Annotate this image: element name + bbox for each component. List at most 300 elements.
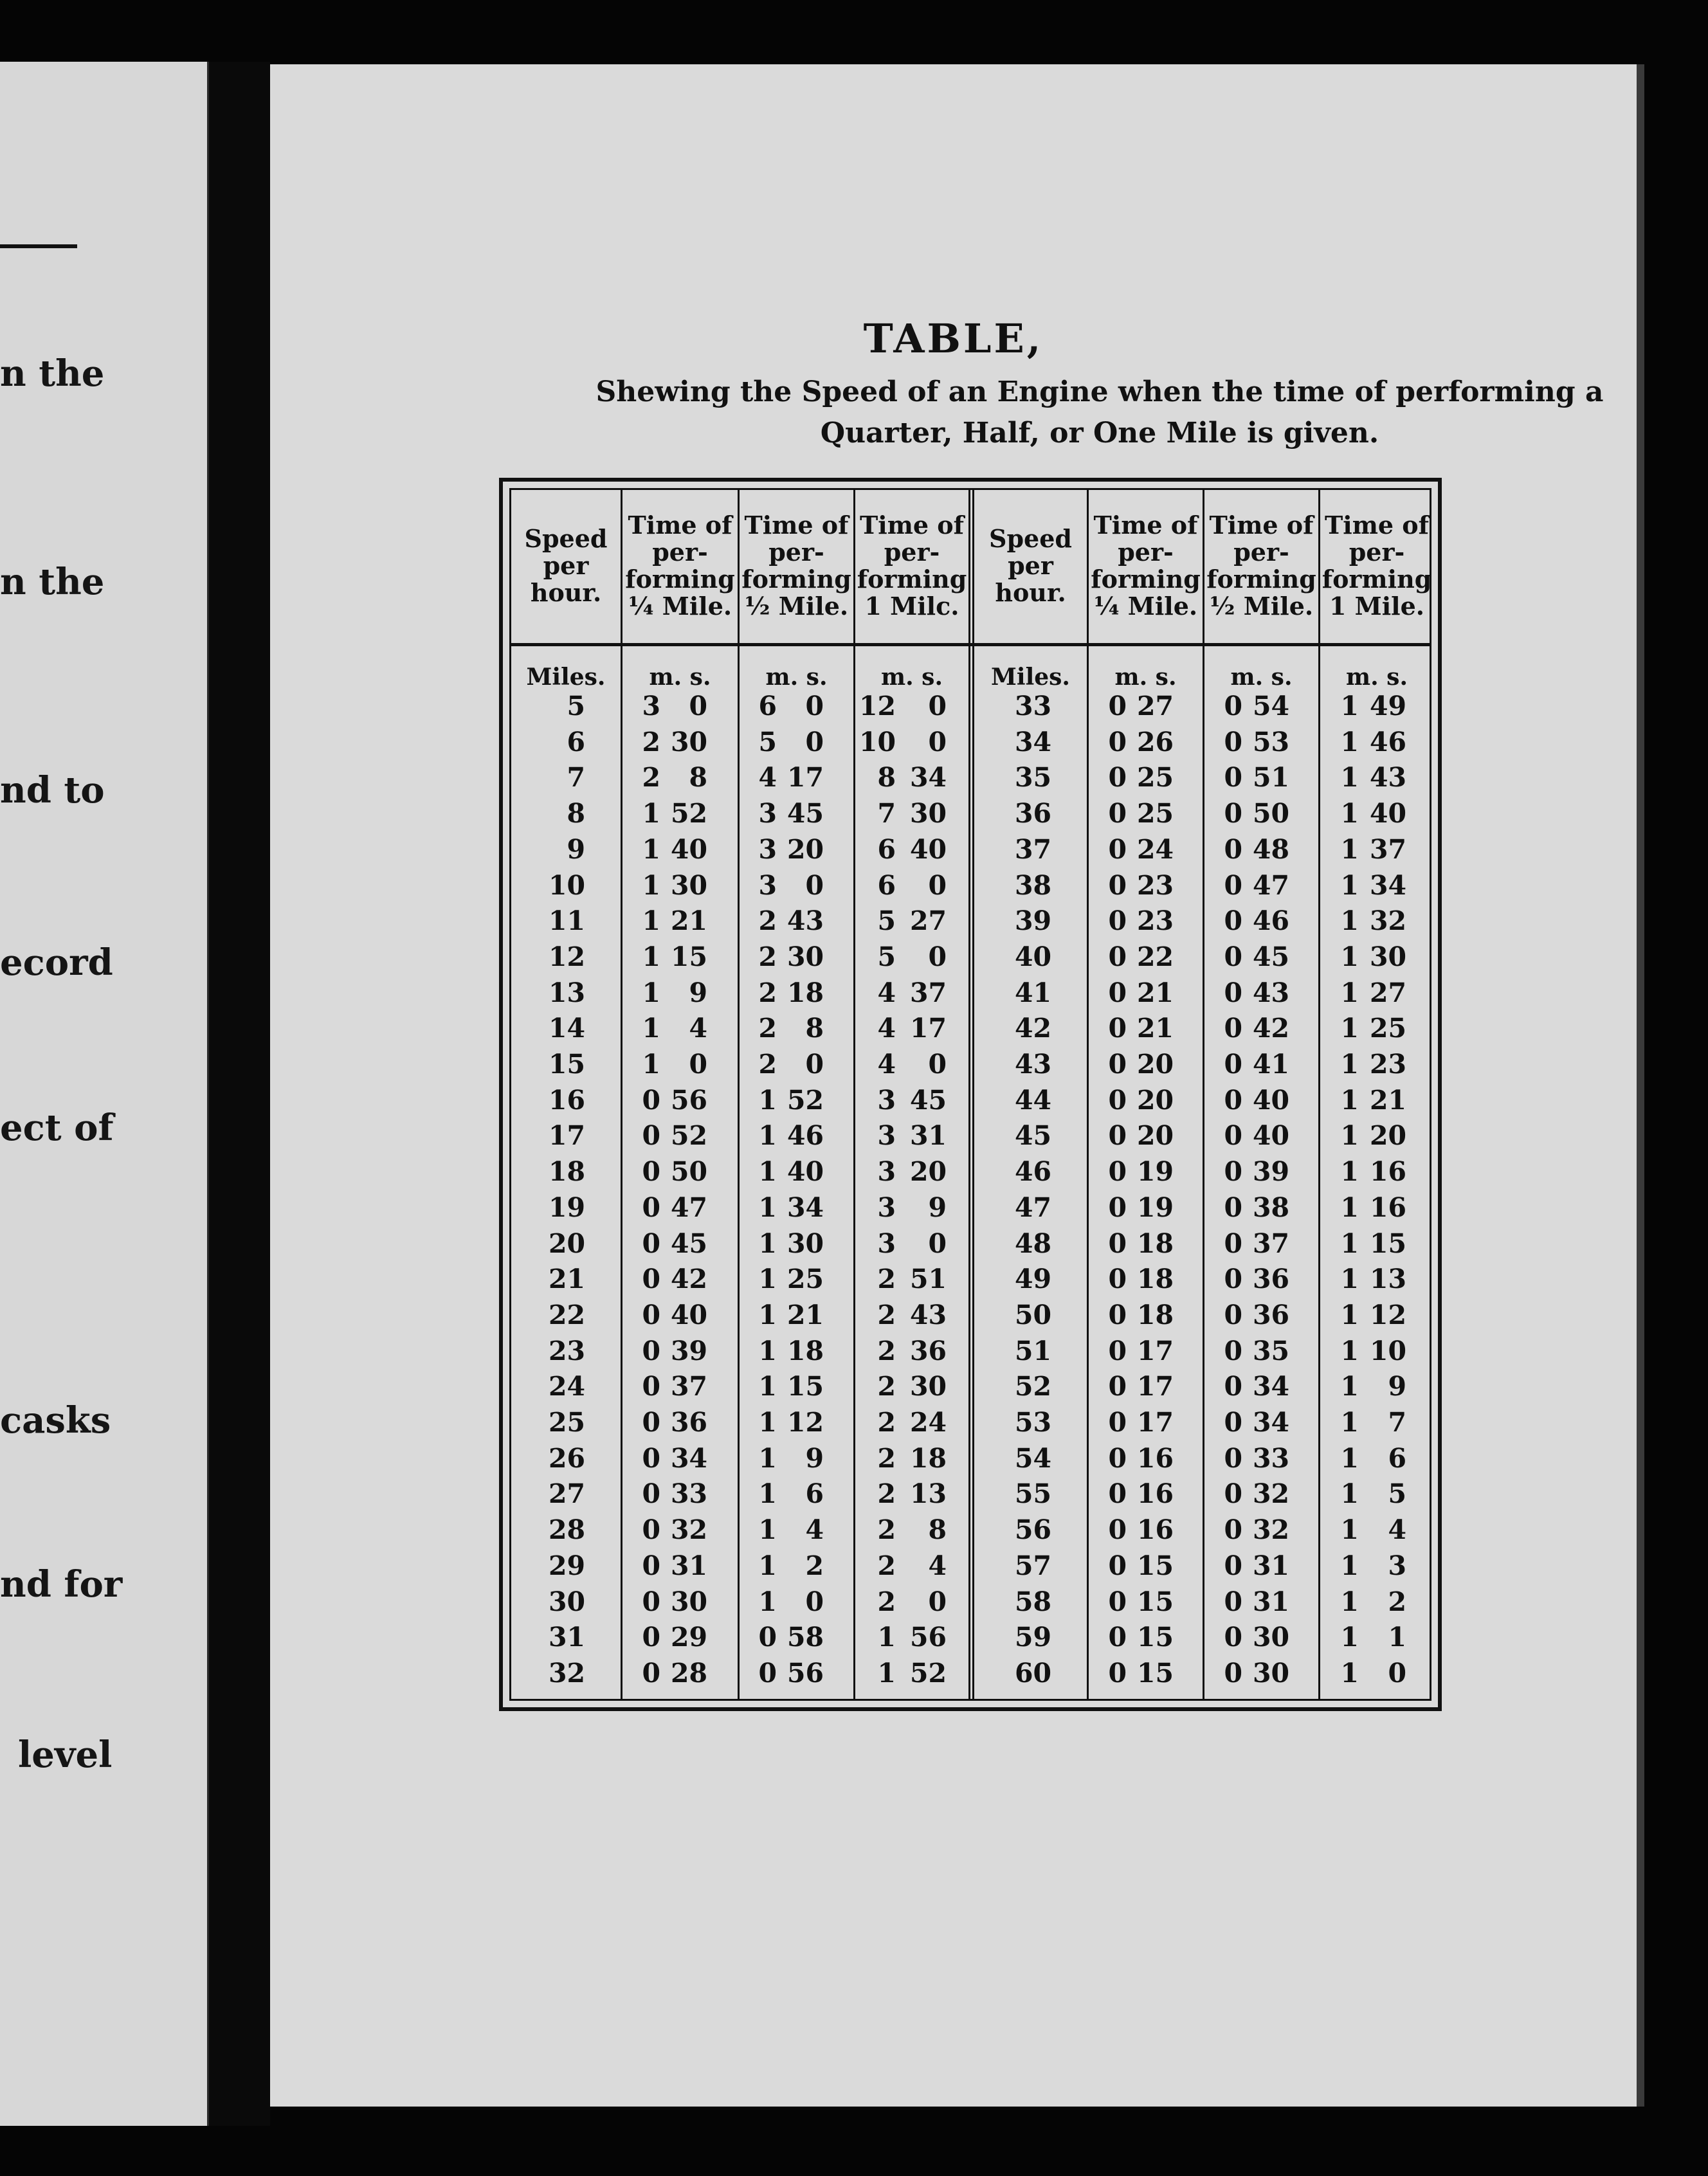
left-text-fragment: ecord: [0, 941, 113, 984]
speed-cell: 14: [548, 1013, 585, 1044]
left-text-fragment: nd for: [0, 1563, 123, 1606]
seconds-cell: 0: [928, 1586, 947, 1617]
header-line: forming: [741, 565, 851, 594]
seconds-cell: 30: [786, 1228, 824, 1259]
minutes-cell: 3: [758, 869, 777, 901]
seconds-cell: 30: [786, 941, 824, 972]
seconds-cell: 25: [1369, 1013, 1406, 1044]
speed-cell: 5: [567, 691, 585, 721]
minutes-cell: 1: [1340, 1514, 1359, 1546]
header-line: Time of: [1209, 511, 1314, 539]
seconds-cell: 18: [1136, 1228, 1174, 1259]
minutes-cell: 0: [1224, 1299, 1242, 1330]
minutes-cell: 7: [877, 798, 896, 830]
seconds-cell: 32: [1252, 1514, 1289, 1546]
header-line: 1 Milc.: [864, 592, 959, 621]
minutes-cell: 0: [1108, 1156, 1127, 1188]
page-title: TABLE,: [863, 315, 1044, 362]
header-line: per-: [1349, 538, 1405, 567]
minutes-cell: 1: [642, 905, 660, 937]
seconds-cell: 51: [1252, 762, 1289, 793]
minutes-cell: 1: [758, 1478, 777, 1510]
seconds-cell: 9: [689, 977, 707, 1008]
minutes-cell: 0: [642, 1371, 660, 1402]
speed-cell: 41: [1014, 977, 1051, 1008]
minutes-cell: 0: [1224, 869, 1242, 901]
minutes-cell: 1: [1340, 905, 1359, 937]
speed-cell: 31: [548, 1622, 585, 1653]
minutes-cell: 0: [642, 1478, 660, 1510]
seconds-cell: 45: [786, 798, 824, 830]
minutes-cell: 2: [877, 1442, 896, 1474]
table-row: [511, 870, 1430, 905]
seconds-cell: 5: [1388, 1478, 1406, 1510]
seconds-cell: 36: [1252, 1299, 1289, 1330]
speed-cell: 54: [1014, 1442, 1051, 1474]
seconds-cell: 46: [1369, 726, 1406, 757]
minutes-cell: 1: [758, 1586, 777, 1617]
unit-ms: m. s.: [1230, 664, 1293, 691]
minutes-cell: 0: [1108, 691, 1127, 721]
seconds-cell: 0: [805, 1586, 824, 1617]
right-page: [270, 64, 1637, 2107]
seconds-cell: 52: [909, 1657, 947, 1689]
seconds-cell: 23: [1136, 869, 1174, 901]
speed-cell: 55: [1014, 1478, 1051, 1510]
unit-ms: m. s.: [649, 664, 711, 691]
minutes-cell: 0: [642, 1407, 660, 1438]
seconds-cell: 21: [786, 1299, 824, 1330]
seconds-cell: 0: [928, 726, 947, 757]
seconds-cell: 20: [1136, 1084, 1174, 1116]
table-row: [511, 727, 1430, 762]
minutes-cell: 0: [642, 1586, 660, 1617]
table-row: [511, 1120, 1430, 1156]
seconds-cell: 42: [670, 1264, 707, 1295]
minutes-cell: 1: [1340, 1622, 1359, 1653]
seconds-cell: 21: [1136, 977, 1174, 1008]
minutes-cell: 3: [877, 1156, 896, 1188]
minutes-cell: 5: [758, 726, 777, 757]
seconds-cell: 0: [689, 1049, 707, 1080]
seconds-cell: 54: [1252, 691, 1289, 721]
seconds-cell: 25: [786, 1264, 824, 1295]
seconds-cell: 31: [1252, 1550, 1289, 1581]
speed-cell: 53: [1014, 1407, 1051, 1438]
seconds-cell: 21: [670, 905, 707, 937]
minutes-cell: 0: [1108, 1514, 1127, 1546]
minutes-cell: 0: [642, 1550, 660, 1581]
minutes-cell: 1: [1340, 1084, 1359, 1116]
seconds-cell: 34: [1252, 1371, 1289, 1402]
seconds-cell: 30: [670, 726, 707, 757]
seconds-cell: 18: [909, 1442, 947, 1474]
speed-cell: 40: [1014, 941, 1051, 972]
minutes-cell: 2: [877, 1478, 896, 1510]
minutes-cell: 0: [1224, 1335, 1242, 1366]
speed-cell: 56: [1014, 1514, 1051, 1546]
minutes-cell: 1: [1340, 1478, 1359, 1510]
seconds-cell: 58: [786, 1622, 824, 1653]
seconds-cell: 18: [786, 977, 824, 1008]
seconds-cell: 0: [805, 691, 824, 721]
seconds-cell: 12: [786, 1407, 824, 1438]
speed-cell: 57: [1014, 1550, 1051, 1581]
minutes-cell: 0: [1224, 798, 1242, 830]
minutes-cell: 2: [758, 1013, 777, 1044]
table-row: [511, 691, 1430, 726]
minutes-cell: 1: [1340, 1156, 1359, 1188]
header-line: per: [1008, 551, 1053, 580]
left-text-fragment: level: [18, 1734, 113, 1776]
minutes-cell: 0: [1224, 1120, 1242, 1152]
speed-cell: 59: [1014, 1622, 1051, 1653]
speed-table: [499, 478, 1442, 1711]
minutes-cell: 2: [758, 1049, 777, 1080]
seconds-cell: 2: [805, 1550, 824, 1581]
seconds-cell: 18: [1136, 1299, 1174, 1330]
seconds-cell: 15: [1136, 1550, 1174, 1581]
header-line: ¼ Mile.: [628, 592, 732, 621]
seconds-cell: 30: [909, 798, 947, 830]
minutes-cell: 0: [1224, 1264, 1242, 1295]
header-line: forming: [1322, 565, 1432, 594]
minutes-cell: 6: [877, 869, 896, 901]
seconds-cell: 17: [1136, 1335, 1174, 1366]
subtitle-line-1: Shewing the Speed of an Engine when the time of performing a: [595, 376, 1604, 408]
minutes-cell: 1: [642, 941, 660, 972]
table-row: [511, 1300, 1430, 1335]
minutes-cell: 2: [877, 1514, 896, 1546]
seconds-cell: 10: [1369, 1335, 1406, 1366]
minutes-cell: 0: [1224, 905, 1242, 937]
minutes-cell: 1: [642, 977, 660, 1008]
seconds-cell: 30: [670, 1586, 707, 1617]
minutes-cell: 0: [642, 1192, 660, 1223]
minutes-cell: 0: [1108, 1084, 1127, 1116]
seconds-cell: 34: [1369, 869, 1406, 901]
minutes-cell: 0: [642, 1120, 660, 1152]
seconds-cell: 36: [1252, 1264, 1289, 1295]
minutes-cell: 0: [1224, 1442, 1242, 1474]
speed-cell: 38: [1014, 869, 1051, 901]
header-line: hour.: [530, 578, 602, 607]
speed-cell: 50: [1014, 1299, 1051, 1330]
speed-cell: 27: [548, 1478, 585, 1510]
minutes-cell: 0: [1224, 977, 1242, 1008]
seconds-cell: 16: [1136, 1442, 1174, 1474]
seconds-cell: 16: [1369, 1156, 1406, 1188]
header-line: Time of: [628, 511, 732, 539]
seconds-cell: 19: [1136, 1192, 1174, 1223]
minutes-cell: 0: [1224, 1586, 1242, 1617]
seconds-cell: 17: [909, 1013, 947, 1044]
header-rule: [511, 643, 1430, 646]
seconds-cell: 9: [805, 1442, 824, 1474]
table-row: [511, 1192, 1430, 1228]
speed-cell: 35: [1014, 762, 1051, 793]
seconds-cell: 2: [1388, 1586, 1406, 1617]
minutes-cell: 0: [1224, 1084, 1242, 1116]
seconds-cell: 45: [909, 1084, 947, 1116]
minutes-cell: 1: [1340, 1442, 1359, 1474]
minutes-cell: 10: [859, 726, 896, 757]
minutes-cell: 0: [642, 1156, 660, 1188]
seconds-cell: 40: [1252, 1084, 1289, 1116]
minutes-cell: 1: [642, 1049, 660, 1080]
table-row: [511, 762, 1430, 797]
seconds-cell: 0: [928, 1228, 947, 1259]
table-row: [511, 1550, 1430, 1586]
seconds-cell: 0: [805, 869, 824, 901]
minutes-cell: 1: [1340, 798, 1359, 830]
seconds-cell: 4: [805, 1514, 824, 1546]
table-row: [511, 1013, 1430, 1048]
minutes-cell: 3: [877, 1192, 896, 1223]
speed-cell: 44: [1014, 1084, 1051, 1116]
seconds-cell: 29: [670, 1622, 707, 1653]
minutes-cell: 1: [877, 1622, 896, 1653]
minutes-cell: 0: [1224, 1228, 1242, 1259]
seconds-cell: 20: [786, 833, 824, 865]
speed-cell: 16: [548, 1084, 585, 1116]
table-row: [511, 905, 1430, 941]
minutes-cell: 0: [1108, 1371, 1127, 1402]
minutes-cell: 0: [1108, 869, 1127, 901]
minutes-cell: 4: [877, 1049, 896, 1080]
seconds-cell: 56: [909, 1622, 947, 1653]
header-line: ½ Mile.: [1209, 592, 1314, 621]
table-row: [511, 1371, 1430, 1406]
page-edge: [1637, 64, 1644, 2107]
minutes-cell: 0: [1108, 1478, 1127, 1510]
minutes-cell: 1: [642, 798, 660, 830]
minutes-cell: 0: [1224, 1371, 1242, 1402]
speed-cell: 43: [1014, 1049, 1051, 1080]
minutes-cell: 2: [877, 1264, 896, 1295]
minutes-cell: 0: [642, 1657, 660, 1689]
header-quarter-right: [1089, 508, 1203, 624]
seconds-cell: 8: [689, 762, 707, 793]
seconds-cell: 0: [928, 869, 947, 901]
seconds-cell: 43: [1369, 762, 1406, 793]
header-one-right: [1320, 508, 1433, 624]
speed-cell: 9: [567, 833, 585, 865]
seconds-cell: 21: [1369, 1084, 1406, 1116]
minutes-cell: 1: [1340, 1120, 1359, 1152]
speed-cell: 23: [548, 1335, 585, 1366]
seconds-cell: 15: [1136, 1657, 1174, 1689]
minutes-cell: 0: [642, 1622, 660, 1653]
seconds-cell: 0: [805, 1049, 824, 1080]
minutes-cell: 0: [1108, 762, 1127, 793]
seconds-cell: 23: [1369, 1049, 1406, 1080]
seconds-cell: 40: [670, 1299, 707, 1330]
minutes-cell: 1: [642, 869, 660, 901]
seconds-cell: 19: [1136, 1156, 1174, 1188]
speed-cell: 6: [567, 726, 585, 757]
minutes-cell: 1: [1340, 1550, 1359, 1581]
minutes-cell: 0: [1224, 1657, 1242, 1689]
minutes-cell: 0: [1224, 1013, 1242, 1044]
seconds-cell: 27: [1136, 691, 1174, 721]
seconds-cell: 18: [1136, 1264, 1174, 1295]
minutes-cell: 2: [642, 726, 660, 757]
minutes-cell: 1: [758, 1514, 777, 1546]
minutes-cell: 0: [1224, 1156, 1242, 1188]
seconds-cell: 30: [1369, 941, 1406, 972]
minutes-cell: 0: [1224, 691, 1242, 721]
seconds-cell: 56: [786, 1657, 824, 1689]
header-line: Speed: [524, 524, 608, 553]
minutes-cell: 0: [1108, 1586, 1127, 1617]
seconds-cell: 41: [1252, 1049, 1289, 1080]
speed-cell: 21: [548, 1264, 585, 1295]
seconds-cell: 16: [1136, 1478, 1174, 1510]
minutes-cell: 0: [642, 1514, 660, 1546]
minutes-cell: 2: [758, 977, 777, 1008]
header-half-left: [740, 508, 853, 624]
minutes-cell: 8: [877, 762, 896, 793]
seconds-cell: 40: [670, 833, 707, 865]
minutes-cell: 0: [1224, 762, 1242, 793]
table-row: [511, 1336, 1430, 1371]
seconds-cell: 13: [1369, 1264, 1406, 1295]
minutes-cell: 1: [1340, 1586, 1359, 1617]
minutes-cell: 0: [1108, 1120, 1127, 1152]
left-text-fragment: ect of: [0, 1107, 114, 1149]
minutes-cell: 0: [1224, 1407, 1242, 1438]
minutes-cell: 3: [758, 833, 777, 865]
minutes-cell: 1: [1340, 1371, 1359, 1402]
minutes-cell: 4: [758, 762, 777, 793]
speed-cell: 36: [1014, 798, 1051, 830]
minutes-cell: 0: [1108, 1657, 1127, 1689]
left-text-fragment: n the: [0, 561, 105, 603]
table-row: [511, 977, 1430, 1013]
seconds-cell: 15: [786, 1371, 824, 1402]
seconds-cell: 9: [1388, 1371, 1406, 1402]
table-row: [511, 1264, 1430, 1299]
header-half-right: [1204, 508, 1318, 624]
header-one-left: [855, 508, 968, 624]
header-speed-left: [511, 508, 621, 624]
header-line: per: [543, 551, 589, 580]
minutes-cell: 2: [758, 941, 777, 972]
header-line: per-: [1233, 538, 1289, 567]
table-row: [511, 1658, 1430, 1693]
speed-cell: 10: [548, 869, 585, 901]
speed-cell: 60: [1014, 1657, 1051, 1689]
minutes-cell: 0: [1108, 1407, 1127, 1438]
header-line: Time of: [1093, 511, 1198, 539]
seconds-cell: 22: [1136, 941, 1174, 972]
table-row: [511, 1622, 1430, 1657]
header-quarter-left: [622, 508, 738, 624]
seconds-cell: 56: [670, 1084, 707, 1116]
seconds-cell: 15: [1136, 1622, 1174, 1653]
seconds-cell: 8: [928, 1514, 947, 1546]
minutes-cell: 0: [1108, 905, 1127, 937]
minutes-cell: 1: [758, 1264, 777, 1295]
minutes-cell: 1: [758, 1120, 777, 1152]
seconds-cell: 1: [1388, 1622, 1406, 1653]
seconds-cell: 20: [1369, 1120, 1406, 1152]
table-row: [511, 1443, 1430, 1478]
minutes-cell: 1: [758, 1084, 777, 1116]
speed-cell: 33: [1014, 691, 1051, 721]
minutes-cell: 5: [877, 941, 896, 972]
table-row: [511, 1228, 1430, 1264]
seconds-cell: 0: [928, 1049, 947, 1080]
section-rule: [0, 244, 77, 248]
table-row: [511, 1514, 1430, 1550]
speed-cell: 45: [1014, 1120, 1051, 1152]
minutes-cell: 2: [877, 1299, 896, 1330]
header-line: ¼ Mile.: [1093, 592, 1198, 621]
minutes-cell: 0: [1224, 833, 1242, 865]
minutes-cell: 3: [877, 1084, 896, 1116]
minutes-cell: 1: [1340, 762, 1359, 793]
seconds-cell: 4: [1388, 1514, 1406, 1546]
seconds-cell: 37: [909, 977, 947, 1008]
seconds-cell: 52: [786, 1084, 824, 1116]
minutes-cell: 1: [1340, 869, 1359, 901]
table-row: [511, 1586, 1430, 1622]
header-line: Time of: [744, 511, 849, 539]
speed-cell: 17: [548, 1120, 585, 1152]
unit-miles-left: Miles.: [526, 664, 606, 691]
seconds-cell: 6: [805, 1478, 824, 1510]
speed-cell: 48: [1014, 1228, 1051, 1259]
speed-table-inner: [509, 488, 1431, 1701]
seconds-cell: 0: [805, 726, 824, 757]
minutes-cell: 0: [1108, 726, 1127, 757]
header-line: per-: [652, 538, 708, 567]
header-line: forming: [857, 565, 967, 594]
minutes-cell: 0: [642, 1335, 660, 1366]
seconds-cell: 31: [909, 1120, 947, 1152]
seconds-cell: 34: [909, 762, 947, 793]
speed-cell: 52: [1014, 1371, 1051, 1402]
minutes-cell: 0: [1224, 941, 1242, 972]
page-subtitle: [476, 372, 1708, 454]
speed-cell: 49: [1014, 1264, 1051, 1295]
speed-cell: 18: [548, 1156, 585, 1188]
minutes-cell: 0: [642, 1299, 660, 1330]
seconds-cell: 9: [928, 1192, 947, 1223]
seconds-cell: 13: [909, 1478, 947, 1510]
minutes-cell: 1: [642, 833, 660, 865]
minutes-cell: 1: [642, 1013, 660, 1044]
header-line: per-: [768, 538, 824, 567]
seconds-cell: 27: [909, 905, 947, 937]
header-line: forming: [1091, 565, 1201, 594]
speed-cell: 26: [548, 1442, 585, 1474]
minutes-cell: 0: [1108, 1299, 1127, 1330]
unit-ms: m. s.: [881, 664, 943, 691]
seconds-cell: 39: [670, 1335, 707, 1366]
minutes-cell: 1: [1340, 833, 1359, 865]
seconds-cell: 40: [1252, 1120, 1289, 1152]
minutes-cell: 4: [877, 1013, 896, 1044]
speed-cell: 58: [1014, 1586, 1051, 1617]
minutes-cell: 1: [758, 1228, 777, 1259]
minutes-cell: 4: [877, 977, 896, 1008]
seconds-cell: 17: [1136, 1407, 1174, 1438]
minutes-cell: 6: [758, 691, 777, 721]
speed-cell: 22: [548, 1299, 585, 1330]
